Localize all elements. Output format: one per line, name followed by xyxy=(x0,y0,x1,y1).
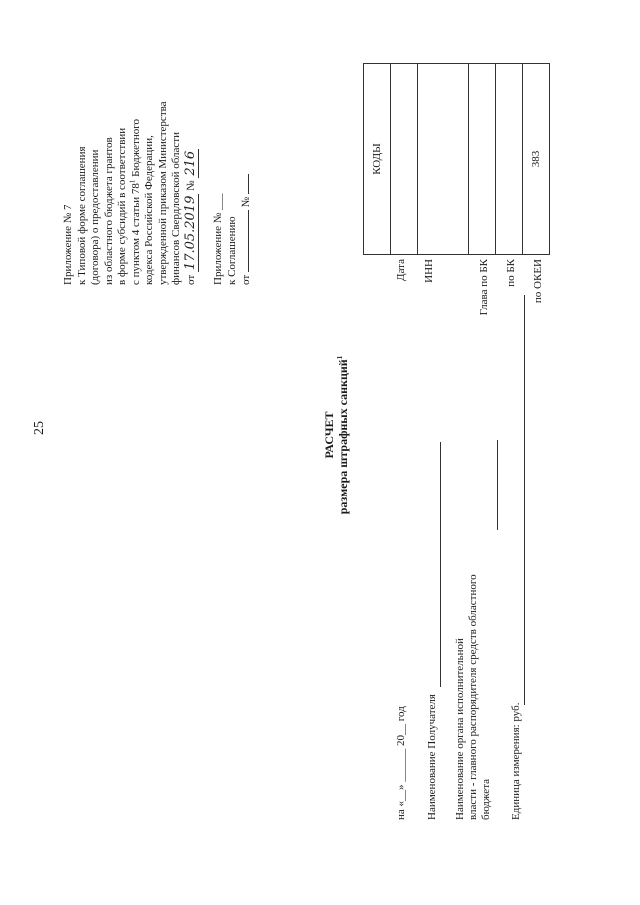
unit-underline xyxy=(524,295,525,705)
handwritten-date: 17.05.2019 xyxy=(182,195,198,271)
appendix-line: кодекса Российской Федерации, xyxy=(143,135,155,285)
authority-label-3: бюджета xyxy=(480,778,492,820)
handwritten-number: 216 xyxy=(182,150,198,176)
codes-label-okei: по ОКЕИ xyxy=(532,259,544,304)
codes-cell-okei: 383 xyxy=(523,64,550,255)
codes-cell-chapter xyxy=(469,64,496,255)
recipient-underline xyxy=(440,442,441,687)
agreement-date-line: от № xyxy=(239,101,254,285)
codes-cell-date xyxy=(391,64,418,255)
report-date-line: на «__» ______ 20__ год xyxy=(395,706,407,820)
authority-underline xyxy=(497,440,498,530)
authority-label-1: Наименование органа исполнительной xyxy=(454,638,466,820)
agreement-appendix-line: Приложение № ___ xyxy=(212,193,224,285)
appendix-line: финансов Свердловской области xyxy=(170,132,182,285)
title-line-2: размера штрафных санкций$^1$ xyxy=(336,355,350,515)
codes-cell-bk xyxy=(496,64,523,255)
appendix-line: (договора) о предоставлении xyxy=(89,149,101,285)
appendix-line: Приложение № 7 xyxy=(62,204,74,285)
codes-label-inn: ИНН xyxy=(423,259,435,283)
agreement-line: к Соглашению xyxy=(225,216,238,285)
codes-label-date: Дата xyxy=(395,259,407,281)
appendix-header xyxy=(62,101,254,285)
appendix-line: в форме субсидий в соответствии xyxy=(116,127,128,285)
appendix-line-article: с пунктом 4 статьи $78^1$ Бюджетного xyxy=(127,119,142,285)
authority-label-2: власти - главного распорядителя средств областного xyxy=(467,574,479,820)
order-date-line: от 17.05.2019 № 216 xyxy=(182,150,198,285)
appendix-line: утвержденной приказом Министерства xyxy=(156,101,169,285)
recipient-label: Наименование Получателя xyxy=(426,694,438,820)
document-title xyxy=(322,295,350,575)
title-line-1: РАСЧЕТ xyxy=(322,411,336,459)
page-number: 25 xyxy=(32,421,47,435)
codes-label-chapter: Глава по БК xyxy=(478,259,490,316)
codes-header: КОДЫ xyxy=(364,64,391,255)
codes-table xyxy=(363,63,550,255)
unit-label: Единица измерения: руб. xyxy=(510,702,522,820)
appendix-line: к Типовой форме соглашения xyxy=(75,146,88,285)
appendix-line: из областного бюджета грантов xyxy=(102,137,115,285)
codes-label-bk: по БК xyxy=(505,259,517,287)
codes-cell-inn xyxy=(418,64,469,255)
